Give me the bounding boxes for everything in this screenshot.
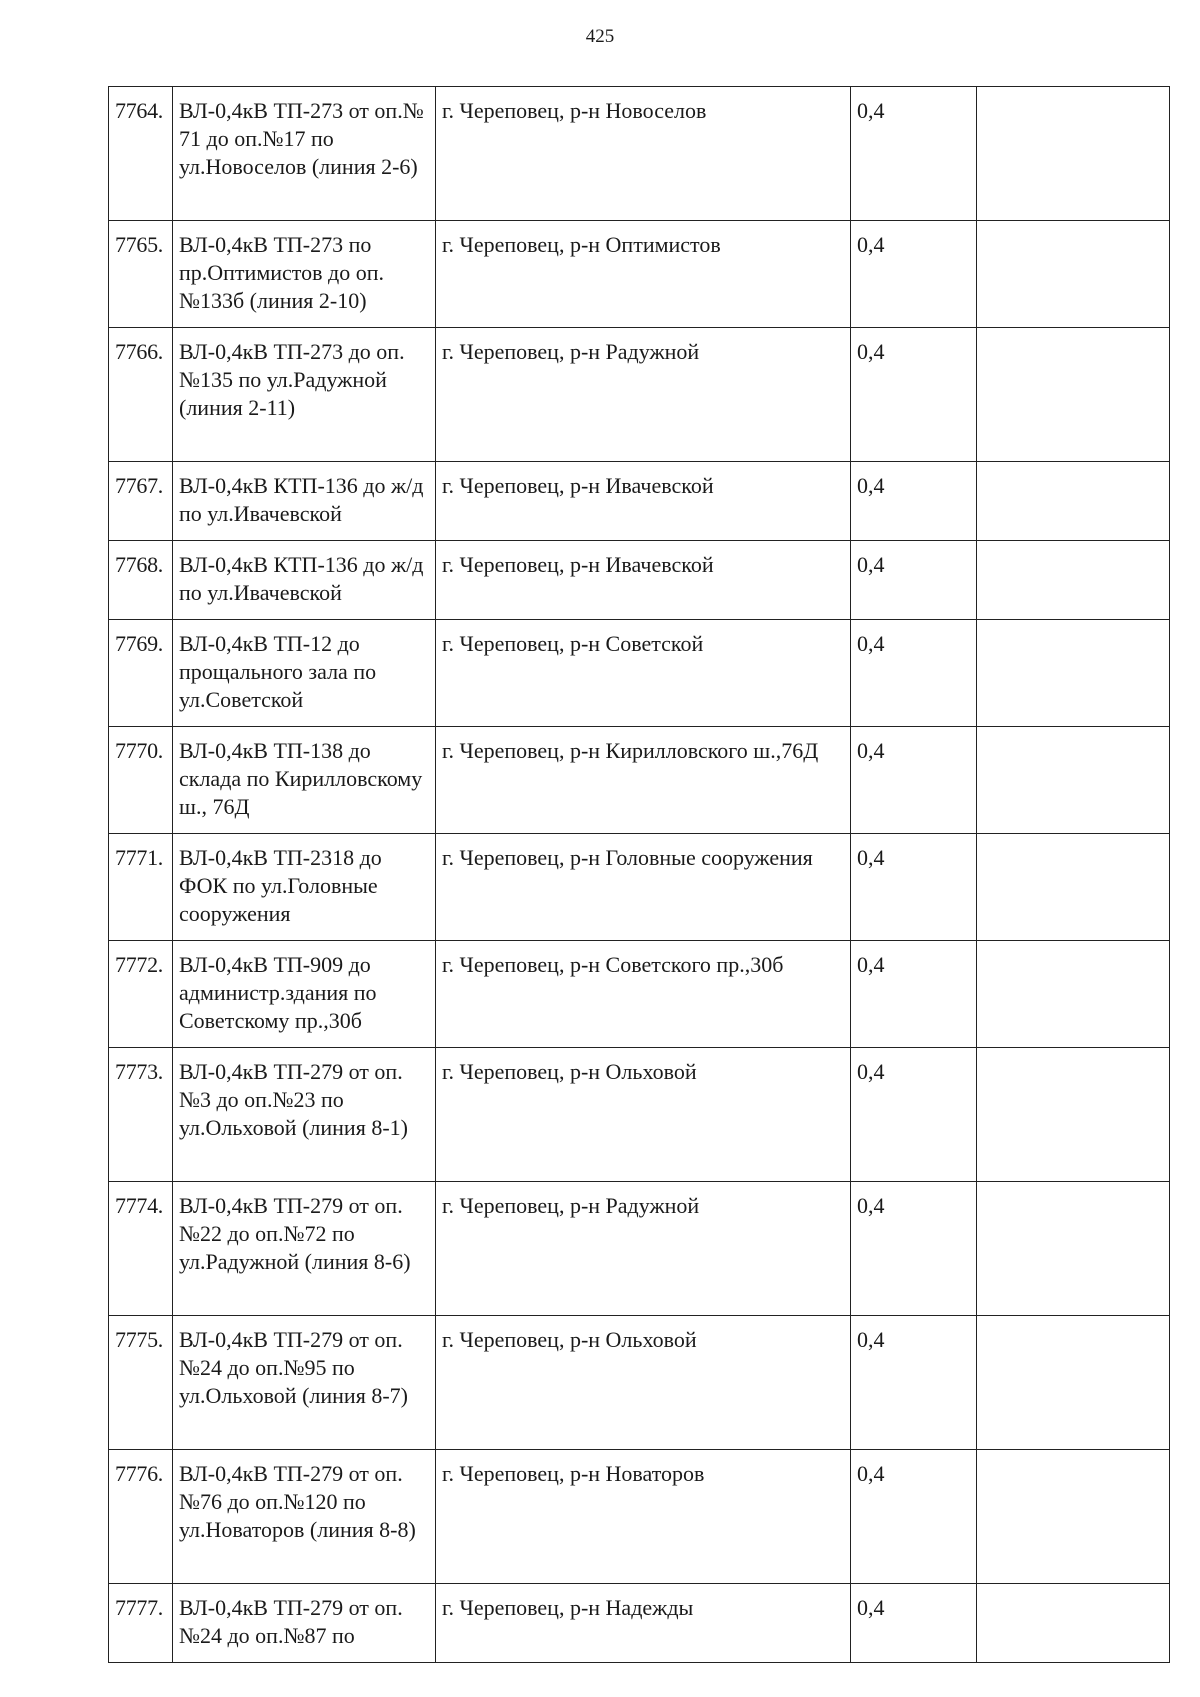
line-address: г. Череповец, р-н Головные сооружения (436, 834, 851, 941)
line-voltage: 0,4 (851, 1316, 977, 1450)
line-address: г. Череповец, р-н Новоселов (436, 87, 851, 221)
line-voltage: 0,4 (851, 834, 977, 941)
line-name: ВЛ-0,4кВ ТП-279 от оп.№22 до оп.№72 по ул.Радужной (линия 8-6) (173, 1182, 436, 1316)
line-extra (977, 328, 1170, 462)
line-extra (977, 1182, 1170, 1316)
line-voltage: 0,4 (851, 620, 977, 727)
line-name: ВЛ-0,4кВ ТП-273 по пр.Оптимистов до оп.№133б (линия 2-10) (173, 221, 436, 328)
line-name: ВЛ-0,4кВ ТП-279 от оп.№3 до оп.№23 по ул.Ольховой (линия 8-1) (173, 1048, 436, 1182)
line-address: г. Череповец, р-н Радужной (436, 1182, 851, 1316)
table-row (109, 221, 1170, 328)
row-number: 7773. (109, 1048, 173, 1182)
line-address: г. Череповец, р-н Ивачевской (436, 541, 851, 620)
line-voltage: 0,4 (851, 1584, 977, 1663)
line-name: ВЛ-0,4кВ КТП-136 до ж/д по ул.Ивачевской (173, 541, 436, 620)
row-number: 7770. (109, 727, 173, 834)
line-voltage: 0,4 (851, 727, 977, 834)
line-extra (977, 834, 1170, 941)
line-address: г. Череповец, р-н Новаторов (436, 1450, 851, 1584)
line-extra (977, 221, 1170, 328)
page-number: 425 (585, 26, 615, 47)
line-extra (977, 941, 1170, 1048)
line-voltage: 0,4 (851, 941, 977, 1048)
table-row (109, 1584, 1170, 1663)
line-extra (977, 1584, 1170, 1663)
line-extra (977, 462, 1170, 541)
line-extra (977, 620, 1170, 727)
line-address: г. Череповец, р-н Надежды (436, 1584, 851, 1663)
line-extra (977, 87, 1170, 221)
line-address: г. Череповец, р-н Ольховой (436, 1316, 851, 1450)
line-voltage: 0,4 (851, 541, 977, 620)
table-row (109, 328, 1170, 462)
line-voltage: 0,4 (851, 1450, 977, 1584)
row-number: 7764. (109, 87, 173, 221)
table-row (109, 941, 1170, 1048)
line-voltage: 0,4 (851, 462, 977, 541)
row-number: 7772. (109, 941, 173, 1048)
table-row (109, 1048, 1170, 1182)
line-address: г. Череповец, р-н Советского пр.,30б (436, 941, 851, 1048)
line-name: ВЛ-0,4кВ КТП-136 до ж/д по ул.Ивачевской (173, 462, 436, 541)
line-extra (977, 1048, 1170, 1182)
row-number: 7769. (109, 620, 173, 727)
line-voltage: 0,4 (851, 87, 977, 221)
registry-body (109, 87, 1170, 1663)
line-address: г. Череповец, р-н Ольховой (436, 1048, 851, 1182)
row-number: 7766. (109, 328, 173, 462)
line-address: г. Череповец, р-н Ивачевской (436, 462, 851, 541)
line-voltage: 0,4 (851, 1048, 977, 1182)
line-name: ВЛ-0,4кВ ТП-273 от оп.№ 71 до оп.№17 по ул.Новоселов (линия 2-6) (173, 87, 436, 221)
line-voltage: 0,4 (851, 1182, 977, 1316)
row-number: 7771. (109, 834, 173, 941)
row-number: 7767. (109, 462, 173, 541)
line-extra (977, 727, 1170, 834)
table-row (109, 541, 1170, 620)
registry-table (108, 86, 1170, 1663)
row-number: 7777. (109, 1584, 173, 1663)
line-name: ВЛ-0,4кВ ТП-909 до администр.здания по Советскому пр.,30б (173, 941, 436, 1048)
table-row (109, 462, 1170, 541)
table-row (109, 87, 1170, 221)
line-name: ВЛ-0,4кВ ТП-273 до оп.№135 по ул.Радужной (линия 2-11) (173, 328, 436, 462)
line-name: ВЛ-0,4кВ ТП-279 от оп.№24 до оп.№87 по (173, 1584, 436, 1663)
line-address: г. Череповец, р-н Советской (436, 620, 851, 727)
table-row (109, 1450, 1170, 1584)
line-name: ВЛ-0,4кВ ТП-12 до прощального зала по ул.Советской (173, 620, 436, 727)
line-name: ВЛ-0,4кВ ТП-138 до склада по Кирилловскому ш., 76Д (173, 727, 436, 834)
line-voltage: 0,4 (851, 221, 977, 328)
line-voltage: 0,4 (851, 328, 977, 462)
line-extra (977, 1450, 1170, 1584)
table-row (109, 620, 1170, 727)
table-row (109, 1316, 1170, 1450)
row-number: 7776. (109, 1450, 173, 1584)
line-address: г. Череповец, р-н Радужной (436, 328, 851, 462)
line-name: ВЛ-0,4кВ ТП-279 от оп.№24 до оп.№95 по ул.Ольховой (линия 8-7) (173, 1316, 436, 1450)
line-extra (977, 1316, 1170, 1450)
table-row (109, 1182, 1170, 1316)
row-number: 7768. (109, 541, 173, 620)
line-name: ВЛ-0,4кВ ТП-279 от оп.№76 до оп.№120 по ул.Новаторов (линия 8-8) (173, 1450, 436, 1584)
line-address: г. Череповец, р-н Кирилловского ш.,76Д (436, 727, 851, 834)
table-row (109, 834, 1170, 941)
line-address: г. Череповец, р-н Оптимистов (436, 221, 851, 328)
line-extra (977, 541, 1170, 620)
line-name: ВЛ-0,4кВ ТП-2318 до ФОК по ул.Головные сооружения (173, 834, 436, 941)
row-number: 7775. (109, 1316, 173, 1450)
table-row (109, 727, 1170, 834)
row-number: 7774. (109, 1182, 173, 1316)
row-number: 7765. (109, 221, 173, 328)
